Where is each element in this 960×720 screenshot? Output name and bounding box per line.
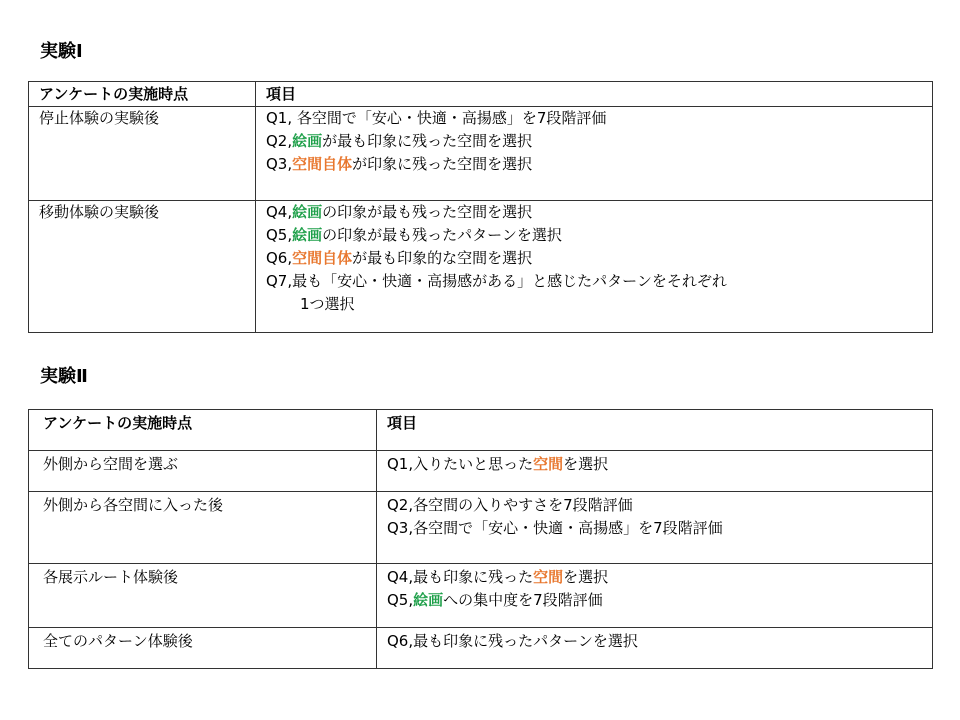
row-timing: 全てのパターン体験後 [29, 628, 377, 669]
header-item: 項目 [256, 82, 933, 107]
row-items [377, 492, 933, 564]
table-row [29, 564, 933, 628]
row-items [256, 201, 933, 333]
row-timing: 外側から空間を選ぶ [29, 451, 377, 492]
header-timing: アンケートの実施時点 [29, 410, 377, 451]
table-row [29, 451, 933, 492]
question-line: Q2,絵画が最も印象に残った空間を選択 [266, 132, 533, 150]
question-line: Q1, 各空間で「安心・快適・高揚感」を7段階評価 [266, 109, 607, 127]
experiment1-title: 実験Ⅰ [40, 41, 83, 62]
highlight-painting: 絵画 [292, 226, 323, 244]
highlight-space: 空間自体 [292, 155, 353, 173]
table-row [29, 492, 933, 564]
row-items [377, 628, 933, 669]
question-line: Q7,最も「安心・快適・高揚感がある」と感じたパターンをそれぞれ [266, 272, 727, 290]
question-line: Q1,入りたいと思った空間を選択 [387, 455, 609, 473]
table-row [29, 628, 933, 669]
question-line: Q3,各空間で「安心・快適・高揚感」を7段階評価 [387, 519, 723, 537]
question-line: Q5,絵画の印象が最も残ったパターンを選択 [266, 226, 562, 244]
header-timing: アンケートの実施時点 [29, 82, 256, 107]
highlight-painting: 絵画 [292, 203, 323, 221]
experiment2-table [28, 409, 933, 669]
table-header-row [29, 82, 933, 107]
row-items [256, 107, 933, 201]
highlight-space: 空間 [533, 568, 564, 586]
question-line: Q4,最も印象に残った空間を選択 [387, 568, 609, 586]
experiment1-table [28, 81, 933, 333]
row-items [377, 451, 933, 492]
question-line: Q2,各空間の入りやすさを7段階評価 [387, 496, 633, 514]
question-line-continuation: 1つ選択 [300, 295, 355, 313]
experiment2-title: 実験Ⅱ [40, 366, 88, 387]
question-line: Q6,空間自体が最も印象的な空間を選択 [266, 249, 533, 267]
highlight-painting: 絵画 [292, 132, 323, 150]
table-row [29, 201, 933, 333]
row-timing: 移動体験の実験後 [29, 201, 256, 333]
highlight-painting: 絵画 [413, 591, 444, 609]
row-timing: 各展示ルート体験後 [29, 564, 377, 628]
question-line: Q5,絵画への集中度を7段階評価 [387, 591, 603, 609]
question-line: Q3,空間自体が印象に残った空間を選択 [266, 155, 533, 173]
table-header-row [29, 410, 933, 451]
header-item: 項目 [377, 410, 933, 451]
highlight-space: 空間 [533, 455, 564, 473]
row-timing: 停止体験の実験後 [29, 107, 256, 201]
highlight-space: 空間自体 [292, 249, 353, 267]
question-line: Q4,絵画の印象が最も残った空間を選択 [266, 203, 533, 221]
row-timing: 外側から各空間に入った後 [29, 492, 377, 564]
row-items [377, 564, 933, 628]
question-line: Q6,最も印象に残ったパターンを選択 [387, 632, 638, 650]
table-row [29, 107, 933, 201]
